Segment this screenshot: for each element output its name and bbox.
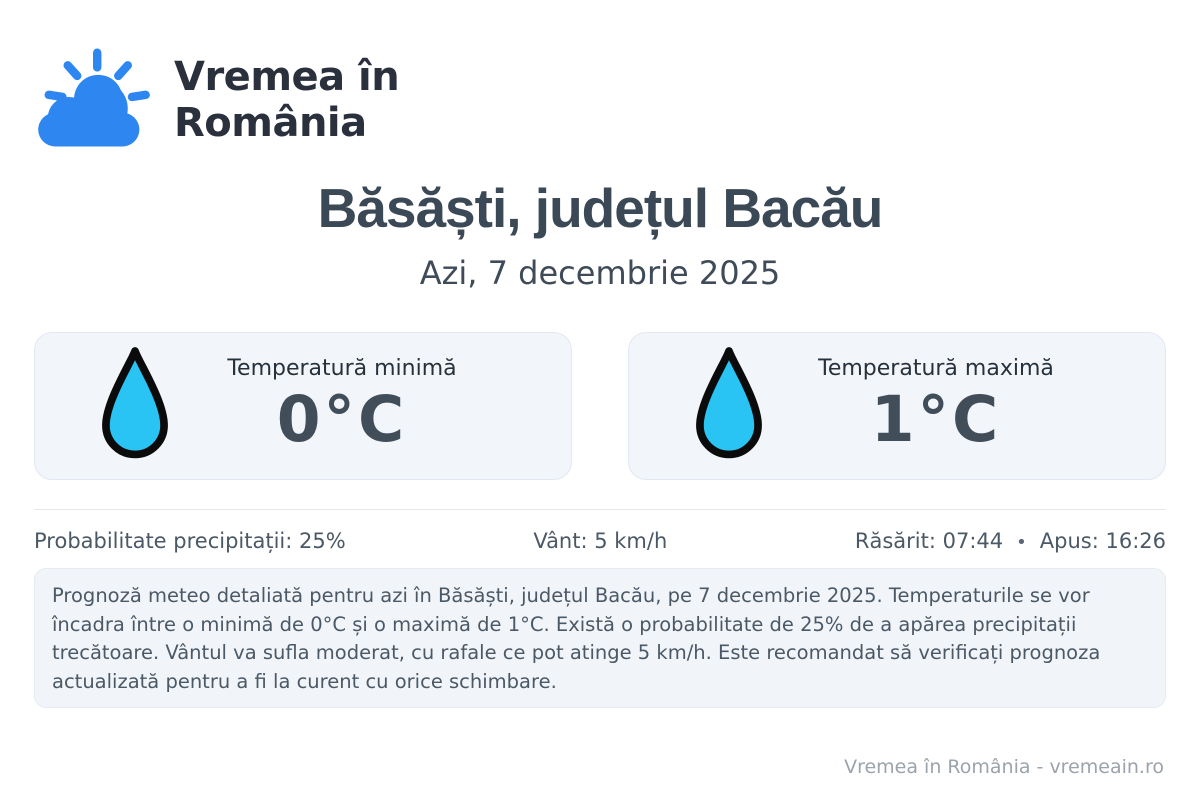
footer-credit: Vremea în România - vremeain.ro (844, 756, 1164, 778)
sunset-stat: Apus: 16:26 (1039, 529, 1166, 553)
logo (34, 0, 1166, 158)
min-temperature-text (173, 356, 571, 456)
wind-stat: Vânt: 5 km/h (533, 529, 668, 553)
temperature-cards (34, 332, 1166, 480)
precipitation-stat: Probabilitate precipitații: 25% (34, 529, 346, 553)
logo-title (174, 54, 399, 147)
max-temperature-text (767, 356, 1165, 456)
sunrise-stat: Răsărit: 07:44 (854, 529, 1004, 553)
max-temperature-value: 1°C (870, 383, 1002, 456)
min-temperature-card (34, 332, 572, 480)
sun-behind-cloud-icon (34, 42, 152, 158)
divider (34, 509, 1166, 510)
water-drop-icon (97, 345, 173, 467)
max-temperature-card (628, 332, 1166, 480)
logo-title-line2: România (174, 100, 367, 146)
bullet-separator: • (1016, 532, 1027, 553)
water-drop-icon (691, 345, 767, 467)
page-title: Băsăști, județul Bacău (317, 177, 883, 239)
min-temperature-value: 0°C (276, 383, 408, 456)
sun-times (855, 529, 1166, 553)
logo-title-line1: Vremea în (174, 53, 400, 100)
stats-row (34, 529, 1166, 553)
forecast-description: Prognoză meteo detaliată pentru azi în Băsăști, județul Bacău, pe 7 decembrie 2025. Temperaturile se vor încadra între o minimă de 0°C și o maximă de 1°C. Există o probabilitate de 25% de a apărea precipitații trecătoare. Vântul va sufla moderat, cu rafale ce pot atinge 5 km/h. Este recomandat să verificați prognoza actualizată pentru a fi la curent cu orice schimbare. (34, 568, 1166, 708)
date-subtitle: Azi, 7 decembrie 2025 (419, 254, 781, 292)
min-temperature-label: Temperatură minimă (227, 356, 457, 381)
max-temperature-label: Temperatură maximă (818, 356, 1054, 381)
